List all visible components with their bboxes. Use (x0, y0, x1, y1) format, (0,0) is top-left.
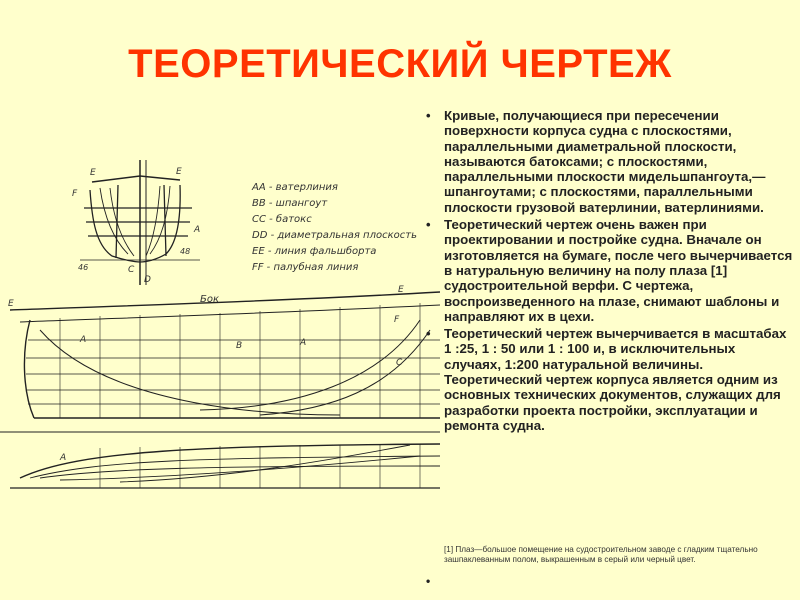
label-f-side: F (394, 315, 400, 325)
empty-bullet: • (426, 574, 431, 588)
bullet-text: Теоретический чертеж очень важен при проектировании и постройке судна. Вначале он изготовляется на бумаге, после чего вычерчивается в натуральную величину на полу плаза [1] судостроительной верфи. С чертежа, воспроизведенного на плазе, снимают шаблоны и направляют их в цехи. (444, 217, 793, 324)
label-e-top-left: E (90, 168, 96, 178)
bullet-item (420, 326, 795, 433)
legend (251, 182, 417, 273)
label-e-side-right: E (398, 285, 404, 295)
bullet-dot: • (426, 217, 431, 233)
bullet-dot: • (426, 108, 431, 123)
side-profile (10, 292, 440, 418)
label-b-side: B (236, 341, 243, 351)
label-a-side-left: A (80, 335, 87, 345)
label-a-side-right: A (300, 338, 307, 348)
bullet-list (420, 108, 795, 435)
bullet-text: Теоретический чертеж вычерчивается в масштабах 1 :25, 1 : 50 или 1 : 100 и, в исключительных случаях, 1:200 натуральной величины. Теоретический чертеж корпуса является одним из основных технических документов, служащих для разработки проекта постройки, эксплуатации и ремонта судна. (444, 326, 787, 433)
label-d-body: D (144, 275, 151, 285)
label-e-top-right: E (176, 167, 182, 177)
legend-item-centerline: DD - диаметральная плоскость (252, 230, 417, 241)
bullet-dot: • (426, 326, 431, 342)
label-c-side: C (396, 358, 403, 368)
bullet-item (420, 108, 795, 215)
body-plan (80, 160, 200, 285)
legend-item-frame: ВВ - шпангоут (252, 198, 328, 209)
side-view-label: Бок (200, 294, 220, 305)
label-c-body: C (128, 265, 135, 275)
label-f-body: F (72, 189, 78, 199)
legend-item-buttock: СС - батокс (252, 214, 312, 225)
label-e-side-left: E (8, 299, 14, 309)
theoretical-drawing (0, 160, 440, 600)
slide-title: ТЕОРЕТИЧЕСКИЙ ЧЕРТЕЖ (128, 42, 672, 86)
legend-item-waterline: АА - ватерлиния (252, 182, 338, 193)
bullet-item (420, 217, 795, 324)
label-a-plan: A (60, 453, 67, 463)
legend-item-bulwark: ЕЕ - линия фальшборта (252, 246, 377, 257)
label-48: 48 (180, 247, 191, 256)
label-46: 46 (78, 263, 89, 272)
label-a-body: A (194, 225, 201, 235)
legend-item-deck-line: FF - палубная линия (252, 262, 359, 273)
bullet-text: Кривые, получающиеся при пересечении поверхности корпуса судна с плоскостями, параллельными диаметральной плоскости, называются батоксами; с плоскостями, параллельными плоскости мидельшпангоута,— шпангоутами; с плоскостями, параллельными плоскости грузовой ватерлинии, ватерлиниями. (444, 108, 766, 215)
footnote: [1] Плаз—большое помещение на судостроительном заводе с гладким тщательно зашпаклеванным полом, выкрашенным в серый или черный цвет. (444, 545, 758, 564)
